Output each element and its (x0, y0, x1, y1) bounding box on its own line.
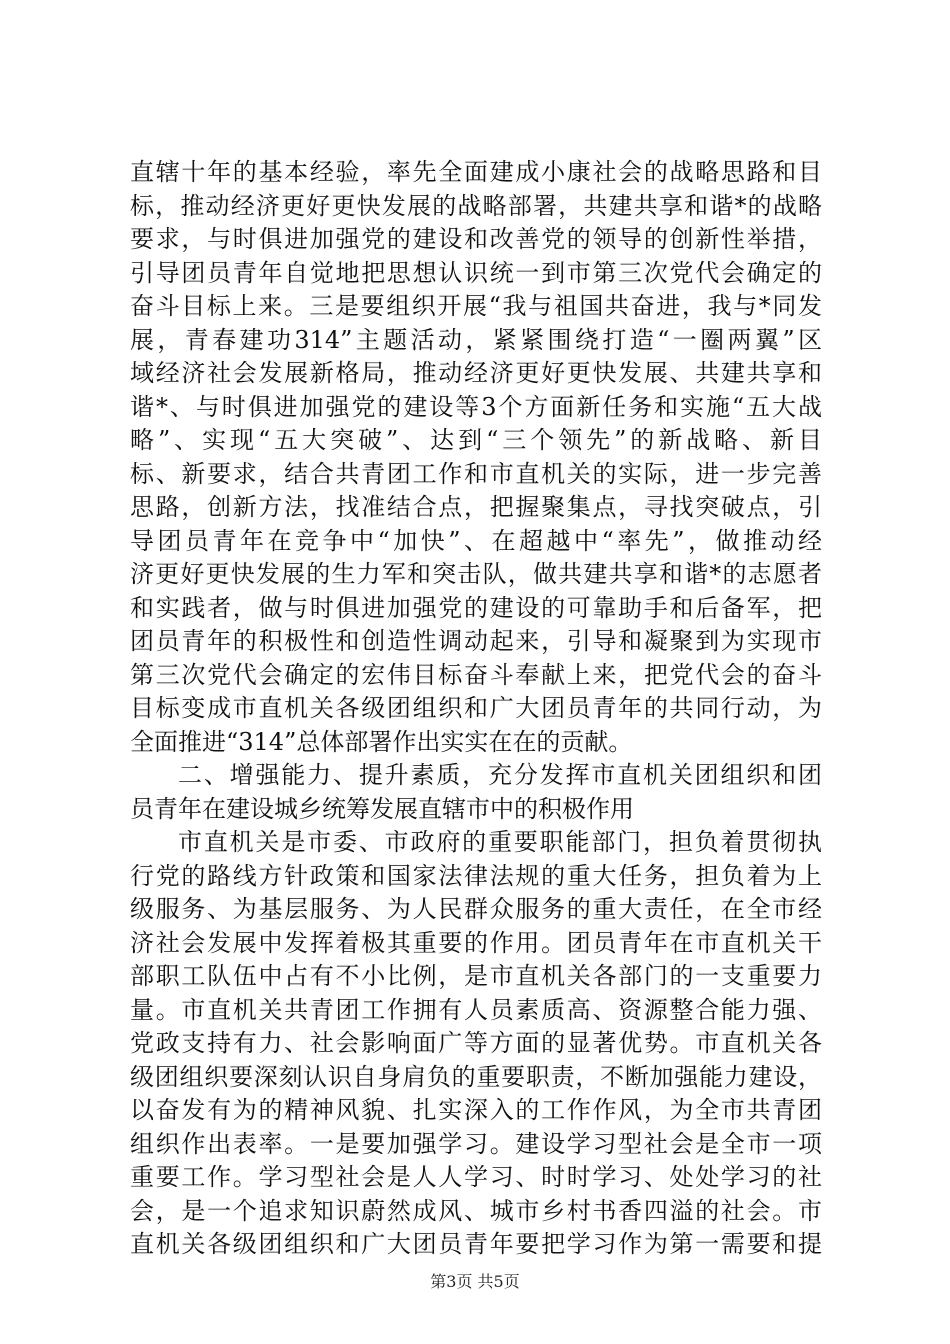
text-line: 团员青年的积极性和创造性调动起来，引导和凝聚到为实现市 (130, 627, 822, 655)
text-line: 直辖十年的基本经验，率先全面建成小康社会的战略思路和目 (130, 158, 822, 186)
text-line: 行党的路线方针政策和国家法律法规的重大任务，担负着为上 (130, 861, 822, 890)
page-footer (0, 1272, 950, 1292)
page-number-label: 第3页 共5页 (430, 1272, 520, 1291)
text-line: 思路，创新方法，找准结合点，把握聚集点，寻找突破点，引 (130, 493, 822, 521)
text-line: 目标变成市直机关各级团组织和广大团员青年的共同行动，为 (130, 694, 822, 722)
text-line: 和实践者，做与时俱进加强党的建设的可靠助手和后备军，把 (130, 593, 822, 622)
text-line: 市直机关是市委、市政府的重要职能部门，担负着贯彻执 (178, 828, 822, 856)
text-line: 济社会发展中发挥着极其重要的作用。团员青年在市直机关干 (130, 928, 822, 957)
text-line: 奋斗目标上来。三是要组织开展“我与祖国共奋进，我与*同发 (130, 292, 822, 320)
document-body (130, 156, 822, 1262)
text-line: 第三次党代会确定的宏伟目标奋斗奉献上来，把党代会的奋斗 (130, 660, 822, 689)
text-line: 标、新要求，结合共青团工作和市直机关的实际，进一步完善 (130, 459, 822, 488)
section-heading-line: 二、增强能力、提升素质，充分发挥市直机关团组织和团 (178, 761, 822, 789)
text-line: 组织作出表率。一是要加强学习。建设学习型社会是全市一项 (130, 1129, 822, 1158)
text-line: 济更好更快发展的生力军和突击队，做共建共享和谐*的志愿者 (130, 560, 822, 588)
text-line: 会，是一个追求知识蔚然成风、城市乡村书香四溢的社会。市 (130, 1196, 822, 1225)
text-line: 级团组织要深刻认识自身肩负的重要职责，不断加强能力建设， (130, 1062, 822, 1091)
text-line: 引导团员青年自觉地把思想认识统一到市第三次党代会确定的 (130, 258, 822, 287)
text-line: 重要工作。学习型社会是人人学习、时时学习、处处学习的社 (130, 1163, 822, 1191)
text-line: 域经济社会发展新格局，推动经济更好更快发展、共建共享和 (130, 359, 822, 387)
text-line: 以奋发有为的精神风貌、扎实深入的工作作风，为全市共青团 (130, 1096, 822, 1124)
text-line: 略”、实现“五大突破”、达到“三个领先”的新战略、新目 (130, 426, 822, 454)
text-line: 级服务、为基层服务、为人民群众服务的重大责任，在全市经 (130, 895, 822, 923)
text-line: 部职工队伍中占有不小比例，是市直机关各部门的一支重要力 (130, 962, 822, 990)
text-line: 标，推动经济更好更快发展的战略部署，共建共享和谐*的战略 (130, 191, 822, 220)
text-line: 直机关各级团组织和广大团员青年要把学习作为第一需要和提 (130, 1230, 822, 1258)
text-line: 要求，与时俱进加强党的建设和改善党的领导的创新性举措， (130, 225, 822, 253)
text-line: 导团员青年在竞争中“加快”、在超越中“率先”，做推动经 (130, 526, 822, 555)
text-line: 全面推进“314”总体部署作出实实在在的贡献。 (130, 727, 633, 756)
text-line: 展，青春建功314”主题活动，紧紧围绕打造“一圈两翼”区 (130, 325, 822, 354)
text-line: 党政支持有力、社会影响面广等方面的显著优势。市直机关各 (130, 1029, 822, 1057)
text-line: 量。市直机关共青团工作拥有人员素质高、资源整合能力强、 (130, 995, 822, 1024)
text-line: 谐*、与时俱进加强党的建设等3个方面新任务和实施“五大战 (130, 392, 822, 421)
section-heading-line: 员青年在建设城乡统筹发展直辖市中的积极作用 (130, 794, 634, 823)
